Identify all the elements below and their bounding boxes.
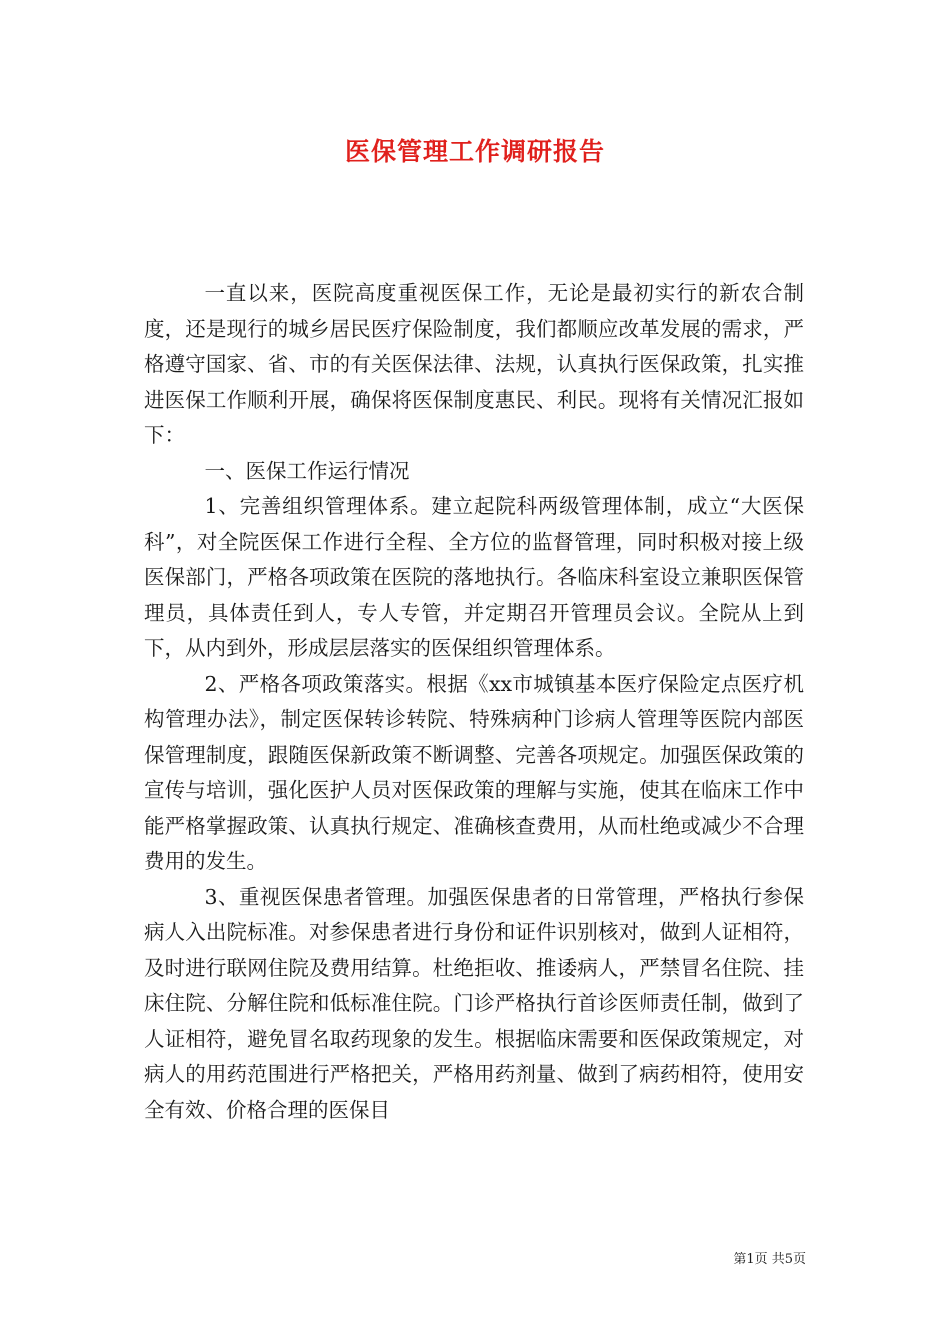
- paragraph-item-2: 2、严格各项政策落实。根据《xx市城镇基本医疗保险定点医疗机构管理办法》，制定医保转诊转院、特殊病种门诊病人管理等医院内部医保管理制度，跟随医保新政策不断调整、完善各项规定。加强医保政策的宣传与培训，强化医护人员对医保政策的理解与实施，使其在临床工作中能严格掌握政策、认真执行规定、准确核查费用，从而杜绝或减少不合理费用的发生。: [144, 671, 804, 873]
- paragraph-item-1: 1、完善组织管理体系。建立起院科两级管理体制，成立“大医保科”，对全院医保工作进行全程、全方位的监督管理，同时积极对接上级医保部门，严格各项政策在医院的落地执行。各临床科室设立兼职医保管理员，具体责任到人，专人专管，并定期召开管理员会议。全院从上到下，从内到外，形成层层落实的医保组织管理体系。: [144, 494, 804, 660]
- section-heading: 一、医保工作运行情况: [204, 458, 410, 483]
- paragraph-item-3: 3、重视医保患者管理。加强医保患者的日常管理，严格执行参保病人入出院标准。对参保患者进行身份和证件识别核对，做到人证相符，及时进行联网住院及费用结算。杜绝拒收、推诿病人，严禁冒名住院、挂床住院、分解住院和低标准住院。门诊严格执行首诊医师责任制，做到了人证相符，避免冒名取药现象的发生。根据临床需要和医保政策规定，对病人的用药范围进行严格把关，严格用药剂量、做到了病药相符，使用安全有效、价格合理的医保目: [144, 884, 804, 1122]
- document-body: [144, 276, 804, 1128]
- page-number-footer: 第1页 共5页: [733, 1252, 806, 1267]
- paragraph-intro: 一直以来，医院高度重视医保工作，无论是最初实行的新农合制度，还是现行的城乡居民医疗保险制度，我们都顺应改革发展的需求，严格遵守国家、省、市的有关医保法律、法规，认真执行医保政策，扎实推进医保工作顺利开展，确保将医保制度惠民、利民。现将有关情况汇报如下：: [144, 281, 804, 447]
- page-title: 医保管理工作调研报告: [344, 137, 605, 166]
